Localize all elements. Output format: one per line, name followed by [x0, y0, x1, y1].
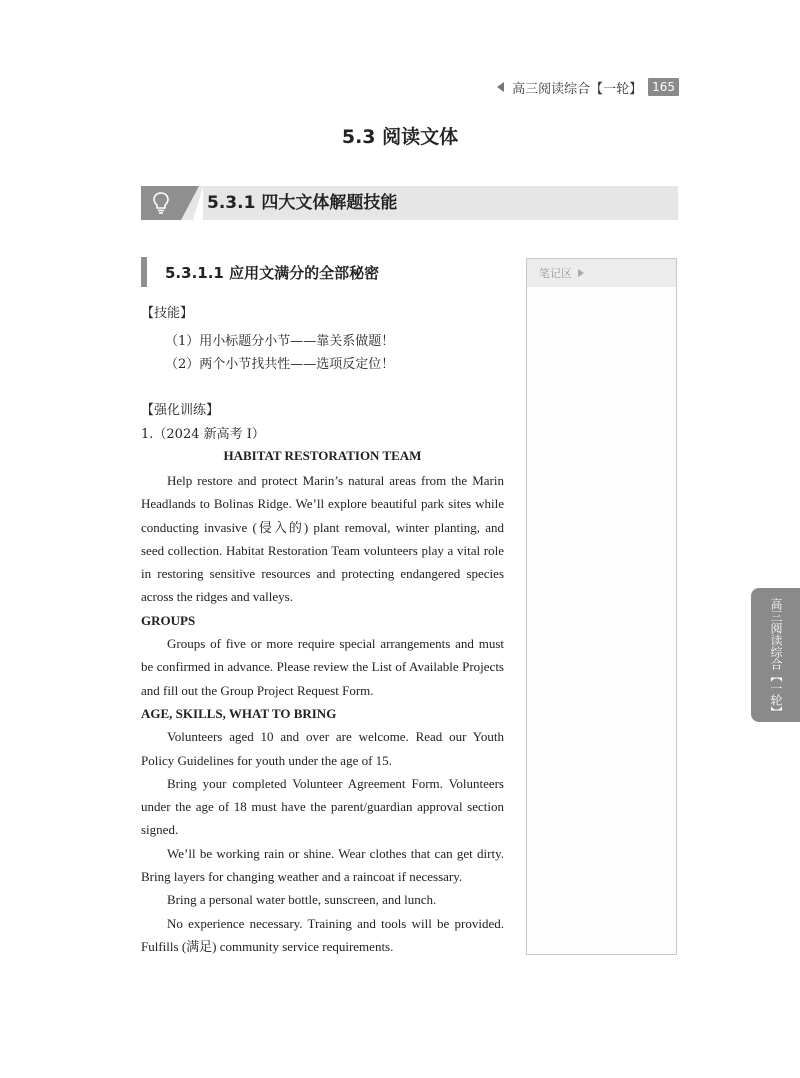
- age-paragraph: Bring a personal water bottle, sunscreen, and lunch.: [167, 892, 437, 908]
- subsection-title: 5.3.1.1 应用文满分的全部秘密: [165, 263, 380, 282]
- skills-label: 【技能】: [141, 306, 194, 321]
- skill-item: （1）用小标题分小节——靠关系做题！: [165, 334, 395, 349]
- passage-intro: Help restore and protect Marin’s natural areas from the Marin Headlands to Bolinas Ridge. We’ll explore beautiful park sites while conducting invasive (侵入的) plant removal, winter planting, and seed collection. Habitat Restoration Team volunteers play a vital role in restoring sensitive resources and protecting endangered species across the ridges and valleys.: [141, 473, 504, 605]
- section-header: [141, 186, 678, 220]
- notes-panel: [526, 258, 677, 955]
- section-slant-gap: [193, 186, 203, 220]
- side-tab-label: 高三阅读综合【一轮】: [769, 598, 783, 718]
- play-triangle-icon: [578, 269, 584, 277]
- notes-header: [527, 259, 676, 287]
- running-head: [497, 77, 679, 97]
- chapter-title: 5.3 阅读文体: [341, 126, 459, 148]
- lightbulb-icon: [152, 191, 170, 215]
- notes-label: 笔记区: [539, 267, 572, 280]
- reading-passage: [141, 445, 504, 958]
- groups-paragraph: Groups of five or more require special arrangements and must be confirmed in advance. Please review the List of Available Projects and fill out the Group Project Request Form.: [141, 636, 504, 698]
- age-paragraph: Bring your completed Volunteer Agreement Form. Volunteers under the age of 18 must have the parent/guardian approval section signed.: [141, 775, 504, 838]
- running-head-title: 高三阅读综合【一轮】: [512, 81, 643, 97]
- age-heading: AGE, SKILLS, WHAT TO BRING: [141, 705, 337, 721]
- practice-label: 【强化训练】: [141, 403, 220, 418]
- age-paragraph: We’ll be working rain or shine. Wear clothes that can get dirty. Bring layers for changing weather and a raincoat if necessary.: [141, 845, 504, 885]
- section-title: 5.3.1 四大文体解题技能: [207, 193, 398, 213]
- skill-item: （2）两个小节找共性——选项反定位！: [165, 357, 395, 372]
- subsection-bar: [141, 257, 147, 287]
- left-arrow-icon: [497, 82, 504, 92]
- groups-heading: GROUPS: [141, 612, 196, 628]
- subsection-header: [141, 257, 379, 287]
- age-paragraph: No experience necessary. Training and tools will be provided. Fulfills (满足) community service requirements.: [141, 915, 504, 954]
- side-tab: [751, 588, 800, 722]
- question-label: 1.（2024 新高考 Ⅰ）: [141, 427, 265, 442]
- page-number: 165: [648, 78, 679, 96]
- age-paragraph: Volunteers aged 10 and over are welcome. Read our Youth Policy Guidelines for youth under the age of 15.: [141, 729, 504, 768]
- passage-title: HABITAT RESTORATION TEAM: [223, 448, 422, 463]
